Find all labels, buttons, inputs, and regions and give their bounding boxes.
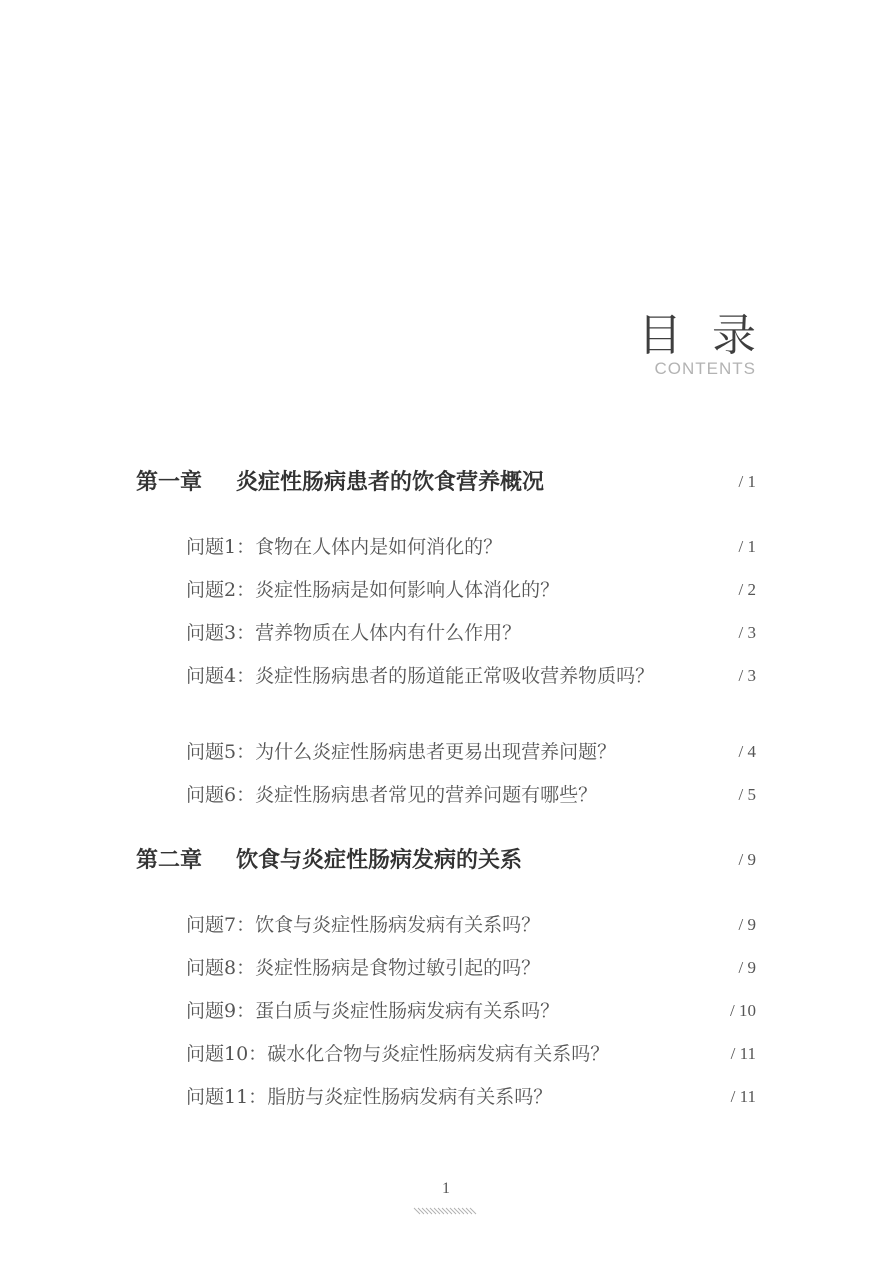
chapter-page-ref: / 1	[738, 472, 756, 491]
question-page-ref: / 3	[738, 623, 756, 642]
toc-chapter-2[interactable]	[136, 846, 756, 876]
question-label: 问题4：	[186, 665, 256, 687]
question-page-ref: / 9	[738, 915, 756, 934]
question-label: 问题5：	[186, 741, 256, 763]
contents-heading	[638, 310, 786, 380]
toc-question-1[interactable]	[186, 530, 756, 564]
question-page-ref: / 5	[738, 785, 756, 804]
toc-question-10[interactable]	[186, 1037, 756, 1071]
question-title: 炎症性肠病是如何影响人体消化的？	[255, 579, 560, 601]
question-label: 问题1：	[186, 536, 256, 558]
question-page-ref: / 9	[738, 958, 756, 977]
toc-chapter-1[interactable]	[136, 468, 756, 498]
question-title: 蛋白质与炎症性肠病发病有关系吗？	[255, 1000, 560, 1022]
toc-question-11[interactable]	[186, 1080, 756, 1114]
toc-question-8[interactable]	[186, 951, 756, 985]
page-number-ornament	[412, 1202, 480, 1218]
page-subtitle: CONTENTS	[654, 359, 756, 378]
toc-question-2[interactable]	[186, 573, 756, 607]
chapter-title: 炎症性肠病患者的饮食营养概况	[236, 470, 545, 495]
question-title: 食物在人体内是如何消化的？	[255, 536, 503, 558]
question-title: 碳水化合物与炎症性肠病发病有关系吗？	[267, 1043, 610, 1065]
chapter-title: 饮食与炎症性肠病发病的关系	[236, 848, 523, 873]
question-title: 营养物质在人体内有什么作用？	[255, 622, 522, 644]
question-page-ref: / 2	[738, 580, 756, 599]
question-title: 炎症性肠病患者常见的营养问题有哪些？	[255, 784, 598, 806]
question-label: 问题2：	[186, 579, 256, 601]
chapter-page-ref: / 9	[738, 850, 756, 869]
question-title: 为什么炎症性肠病患者更易出现营养问题？	[255, 741, 617, 763]
toc-question-3[interactable]	[186, 616, 756, 650]
question-label: 问题3：	[186, 622, 256, 644]
page-title: 目录	[638, 310, 786, 361]
question-label: 问题9：	[186, 1000, 256, 1022]
question-page-ref: / 11	[730, 1087, 756, 1106]
question-label: 问题8：	[186, 957, 256, 979]
question-title: 炎症性肠病患者的肠道能正常吸收营养物质吗？	[255, 665, 655, 687]
toc-question-5[interactable]	[186, 735, 756, 769]
question-page-ref: / 4	[738, 742, 756, 761]
question-page-ref: / 10	[730, 1001, 756, 1020]
question-label: 问题11：	[186, 1086, 268, 1108]
question-title: 炎症性肠病是食物过敏引起的吗？	[255, 957, 541, 979]
question-label: 问题10：	[186, 1043, 268, 1065]
toc-question-4[interactable]	[186, 659, 756, 693]
page-number: 1	[442, 1180, 450, 1197]
question-page-ref: / 11	[730, 1044, 756, 1063]
question-page-ref: / 3	[738, 666, 756, 685]
chapter-number: 第一章	[136, 470, 203, 495]
toc-question-7[interactable]	[186, 908, 756, 942]
question-title: 脂肪与炎症性肠病发病有关系吗？	[267, 1086, 553, 1108]
question-title: 饮食与炎症性肠病发病有关系吗？	[255, 914, 541, 936]
question-label: 问题7：	[186, 914, 256, 936]
question-page-ref: / 1	[738, 537, 756, 556]
chapter-number: 第二章	[136, 848, 203, 873]
toc-question-6[interactable]	[186, 778, 756, 812]
toc-question-9[interactable]	[186, 994, 756, 1028]
question-label: 问题6：	[186, 784, 256, 806]
